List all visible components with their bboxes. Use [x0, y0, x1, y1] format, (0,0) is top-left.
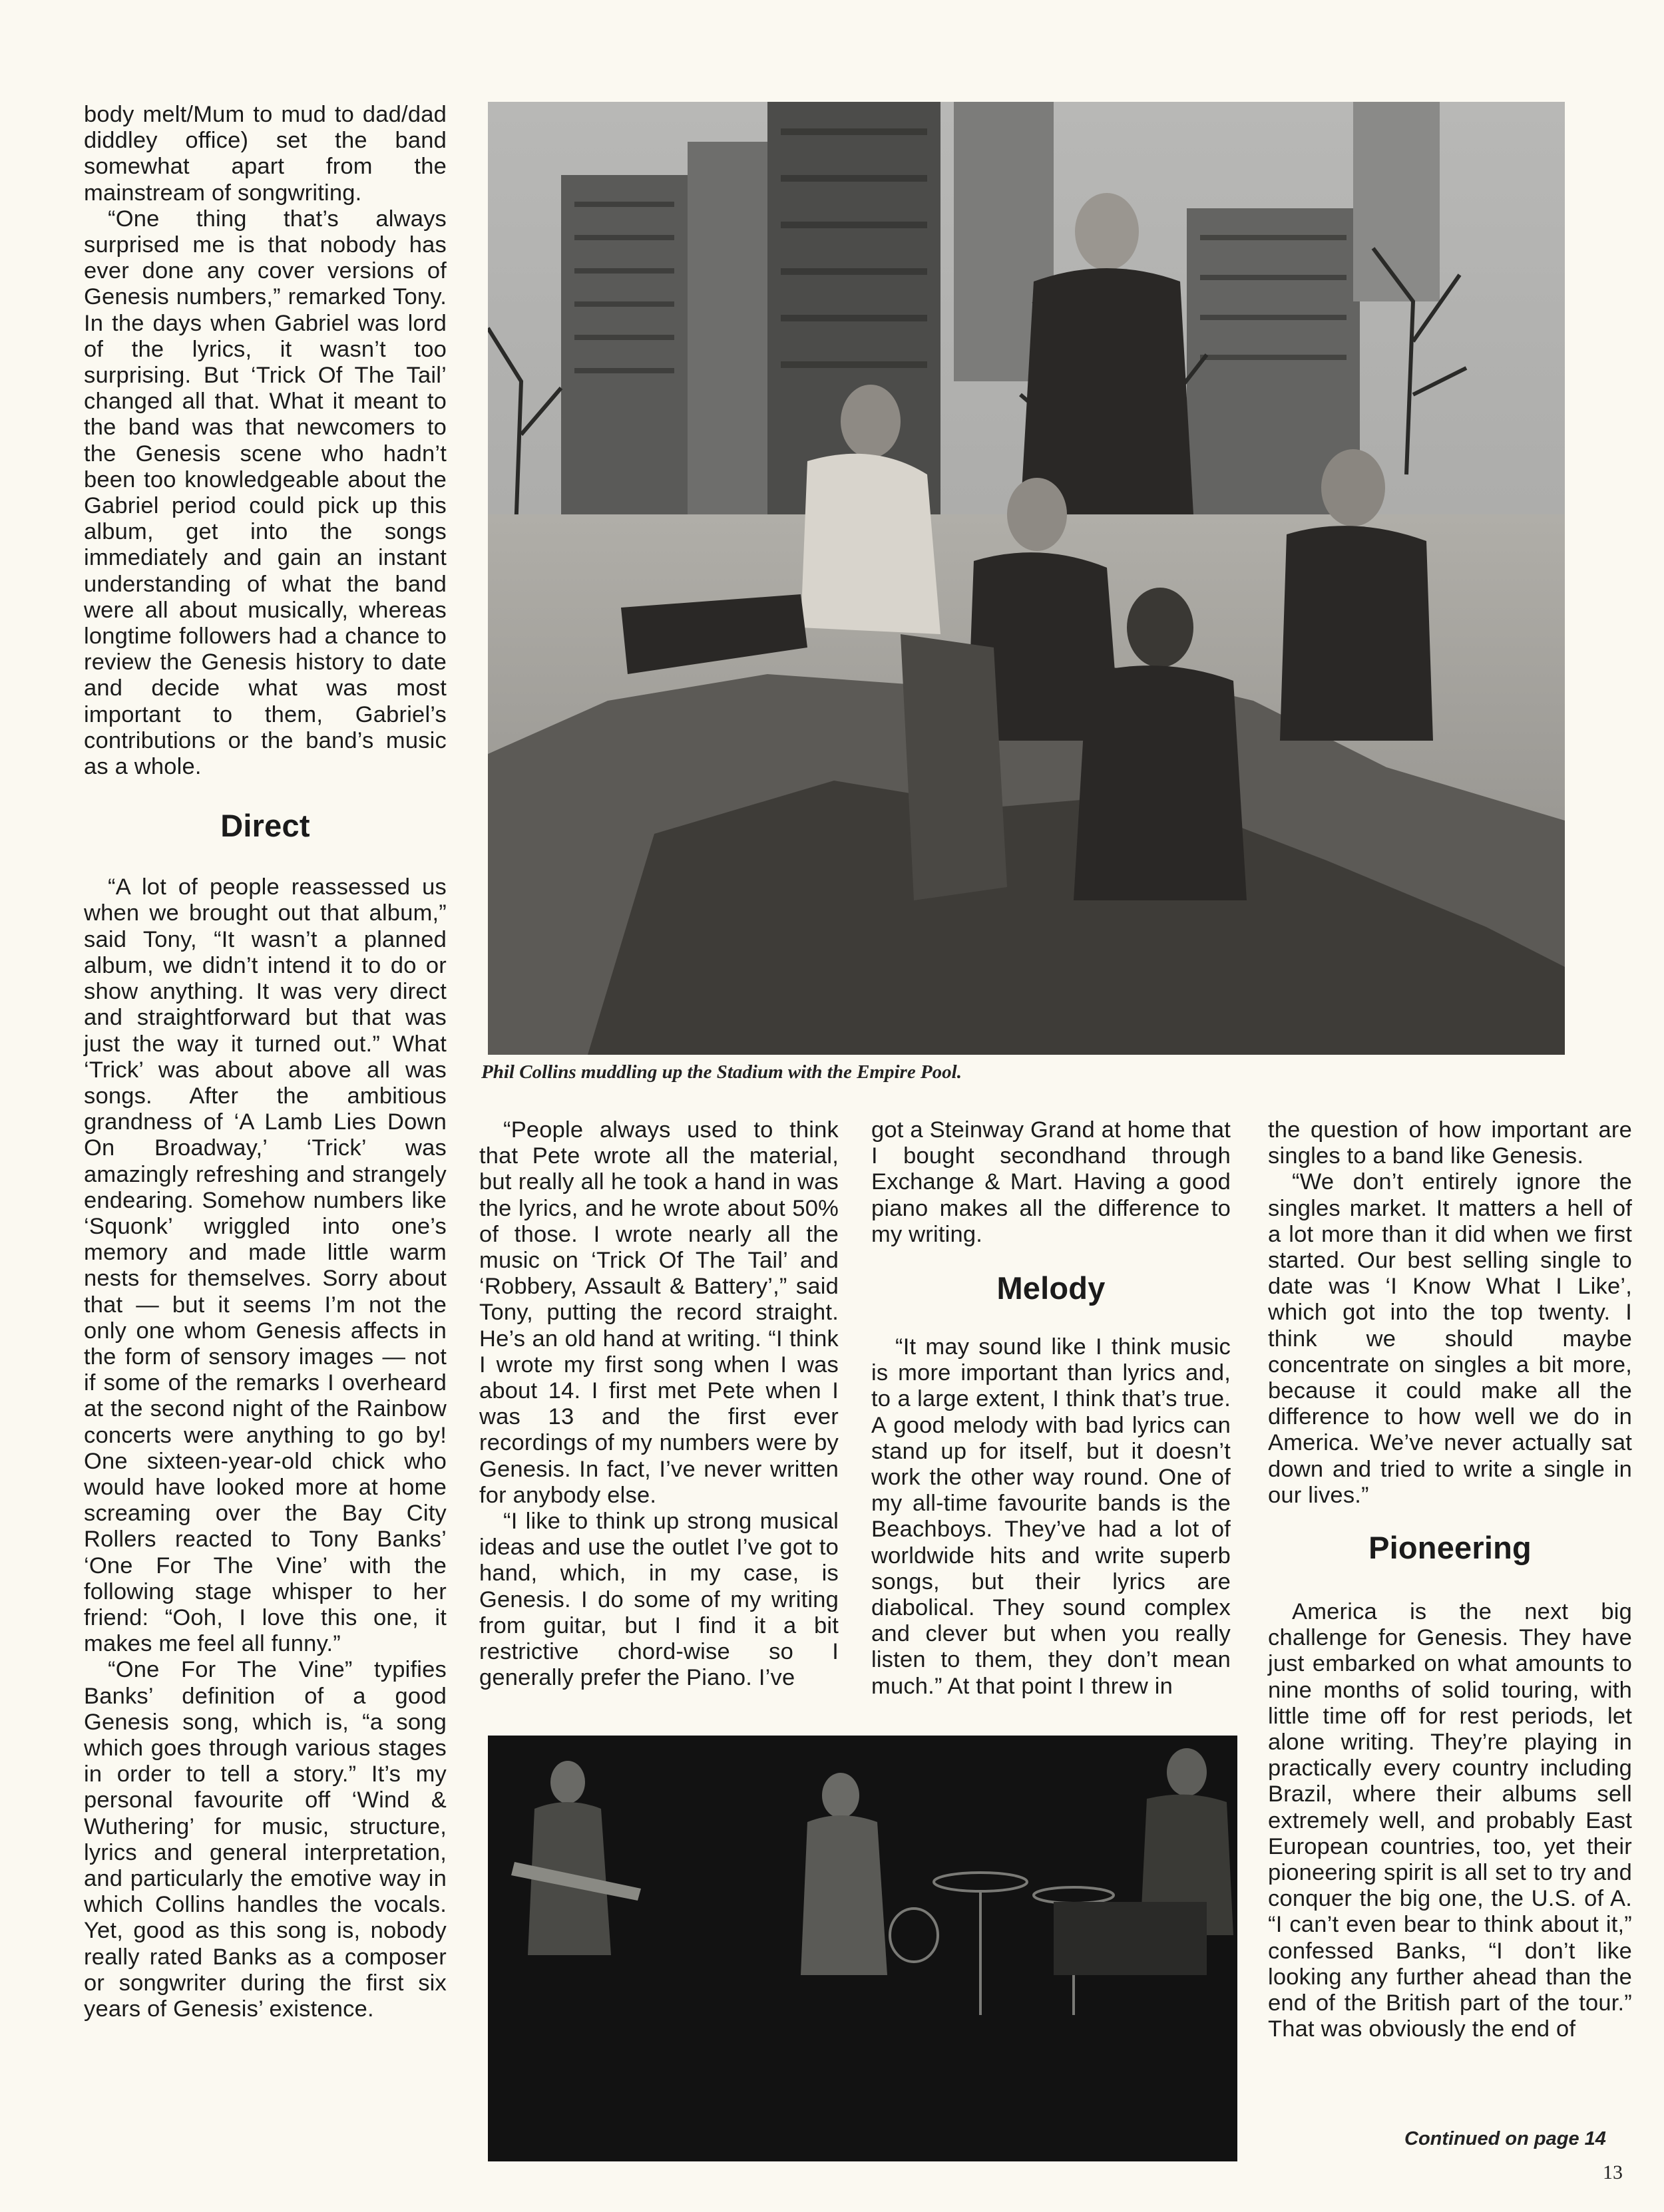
- paragraph: “One thing that’s always surprised me is that nobody has ever done any cover versions of Genesis numbers,” remarked Tony. In the days when Gabriel was lord of the lyrics, it wasn’t too surprising. But ‘Trick Of The Tail’ changed all that. What it meant to the band was that newcomers to the Genesis scene who hadn’t been too knowledgeable about the Gabriel period could pick up this album, get into the songs immediately and gain an instant understanding of what the band were all about musically, whereas longtime followers had a chance to review the Genesis history to date and decide what was most important to them, Gabriel’s contributions or the band’s music as a whole.: [84, 206, 447, 780]
- paragraph: got a Steinway Grand at home that I bought secondhand through Exchange & Mart. Having a good piano makes all the difference to my writing.: [871, 1117, 1231, 1247]
- concert-photo-illustration: [488, 1736, 1237, 2161]
- photo-caption: Phil Collins muddling up the Stadium with the Empire Pool.: [481, 1061, 962, 1083]
- band-photo-illustration: [488, 102, 1565, 1055]
- paragraph: America is the next big challenge for Genesis. They have just embarked on what amounts to nine months of solid touring, with little time off for rest periods, let alone writing. They’re playing in practically every country including Brazil, where their albums sell extremely well, and probably East European countries, too, yet their pioneering spirit is all set to try and conquer the big one, the U.S. of A. “I can’t even bear to think about it,” confessed Banks, “I don’t like looking any further ahead than the end of the British part of the tour.” That was obviously the end of: [1268, 1599, 1632, 2042]
- paragraph: “It may sound like I think music is more important than lyrics and, to a large extent, I think that’s true. A good melody with bad lyrics can stand up for itself, but it doesn’t work the other way round. One of my all-time favourite bands is the Beachboys. They’ve had a lot of worldwide hits and write superb songs, but their lyrics are diabolical. They sound complex and clever but when you really listen to them, they don’t mean much.” At that point I threw in: [871, 1334, 1231, 1699]
- paragraph: “We don’t entirely ignore the singles market. It matters a hell of a lot more than it did when we first started. Our best selling single to date was ‘I Know What I Like’, which got into the top twenty. I think we should maybe concentrate on singles a bit more, because it could make all the difference to how well we do in America. We’ve never actually sat down and tried to write a single in our lives.”: [1268, 1169, 1632, 1508]
- section-heading-melody: Melody: [996, 1270, 1106, 1306]
- article-column-3: [871, 1117, 1231, 1700]
- article-column-2: [479, 1117, 839, 1691]
- paragraph: “I like to think up strong musical ideas and use the outlet I’ve got to hand, which, in my case, is Genesis. I do some of my writing from guitar, but I find it a bit restrictive chord-wise so I generally prefer the Piano. I’ve: [479, 1509, 839, 1691]
- paragraph: “One For The Vine” typifies Banks’ definition of a good Genesis song, which is, “a song which goes through various stages in order to tell a story.” It’s my personal favourite off ‘Wind & Wuthering’ for music, structure, lyrics and general interpretation, and particularly the emotive way in which Collins handles the vocals. Yet, good as this song is, nobody really rated Banks as a composer or songwriter during the first six years of Genesis’ existence.: [84, 1657, 447, 2022]
- article-column-4: [1268, 1117, 1632, 2043]
- article-column-1: [84, 102, 447, 2022]
- section-heading-direct: Direct: [220, 808, 310, 844]
- paragraph: “People always used to think that Pete wrote all the material, but really all he took a hand in was the lyrics, and he wrote about 50% of those. I wrote nearly all the music on ‘Trick Of The Tail’ and ‘Robbery, Assault & Battery’,” said Tony, putting the record straight. He’s an old hand at writing. “I think I wrote my first song when I was about 14. I first met Pete when I was 13 and the first ever recordings of my numbers were by Genesis. In fact, I’ve never written for anybody else.: [479, 1117, 839, 1508]
- paragraph: “A lot of people reassessed us when we brought out that album,” said Tony, “It wasn’t a planned album, we didn’t intend it to do or show anything. It was very direct and straightforward but that was just the way it turned out.” What ‘Trick’ was about above all was songs. After the ambitious grandness of ‘A Lamb Lies Down On Broadway,’ ‘Trick’ was amazingly refreshing and strangely endearing. Somehow numbers like ‘Squonk’ wriggled into one’s memory and made little warm nests for themselves. Sorry about that — but it seems I’m not the only one whom Genesis affects in the form of sensory images — not if some of the remarks I overheard at the second night of the Rainbow concerts were anything to go by! One sixteen-year-old chick who would have looked more at home screaming over the Bay City Rollers reacted to Tony Banks’ ‘One For The Vine’ with the following stage whisper to her friend: “Ooh, I love this one, it makes me feel all funny.”: [84, 874, 447, 1657]
- concert-photo: [488, 1736, 1237, 2161]
- band-photo: [488, 102, 1565, 1055]
- section-heading-pioneering: Pioneering: [1368, 1530, 1532, 1566]
- page-number: 13: [1603, 2161, 1623, 2183]
- continued-note: Continued on page 14: [1404, 2128, 1606, 2149]
- paragraph: body melt/Mum to mud to dad/dad diddley office) set the band somewhat apart from the mainstream of songwriting.: [84, 102, 447, 206]
- paragraph: the question of how important are singles to a band like Genesis.: [1268, 1117, 1632, 1169]
